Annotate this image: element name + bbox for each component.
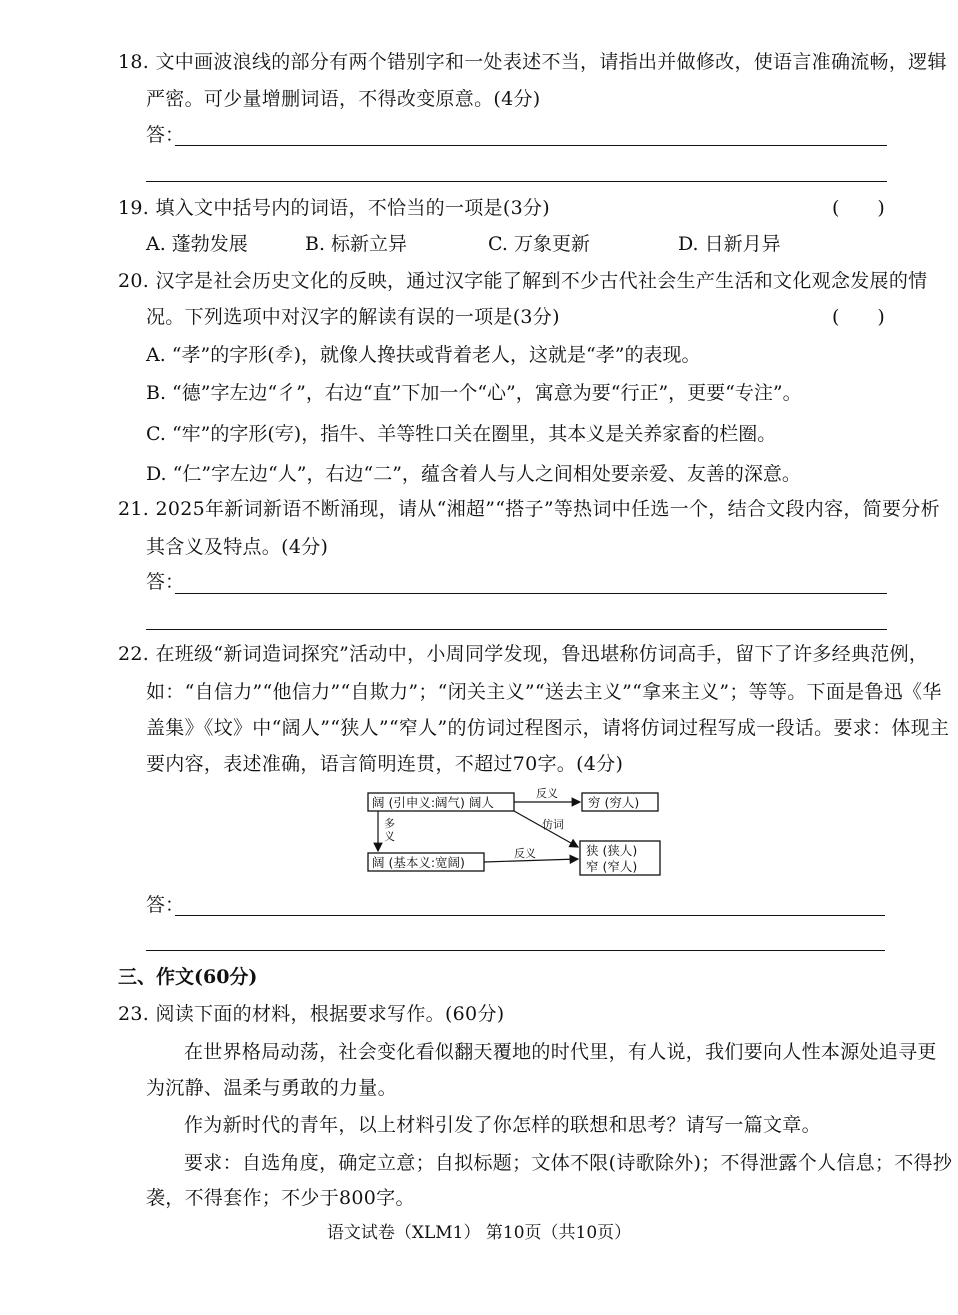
q18-line-2: 严密。可少量增删词语，不得改变原意。(4分) xyxy=(146,88,541,110)
q22-line-4: 要内容，表述准确，语言简明连贯，不超过70字。(4分) xyxy=(146,753,624,775)
diagram-text-bottom-right-2: 窄 (窄人) xyxy=(586,859,638,874)
q20-answer-bracket[interactable]: ( ) xyxy=(832,306,885,328)
q22-line-2: 如：“自信力”“他信力”“自欺力”；“闭关主义”“送去主义”“拿来主义”；等等。下面是鲁迅《华 xyxy=(146,681,942,703)
q19-option-a: A. 蓬勃发展 xyxy=(146,233,248,255)
q23-material-line-1: 在世界格局动荡，社会变化看似翻天覆地的时代里，有人说，我们要向人性本源处追寻更 xyxy=(184,1041,937,1063)
q18-line-1: 18. 文中画波浪线的部分有两个错别字和一处表述不当，请指出并做修改，使语言准确流畅，逻辑 xyxy=(118,51,947,73)
diagram-text-bottom-left: 阔 (基本义:宽阔) xyxy=(372,855,465,870)
q21-answer-label: 答： xyxy=(146,571,185,593)
diagram-label-antonym-bottom: 反义 xyxy=(514,847,536,860)
q19-option-c: C. 万象更新 xyxy=(488,233,590,255)
q23-requirements-line-1: 要求：自选角度，确定立意；自拟标题；文体不限(诗歌除外)；不得泄露个人信息；不得抄 xyxy=(184,1152,953,1174)
section-3-title: 三、作文(60分) xyxy=(118,966,258,988)
q18-answer-line-1[interactable] xyxy=(175,145,887,146)
q23-stem: 23. 阅读下面的材料，根据要求写作。(60分) xyxy=(118,1003,505,1025)
q19-answer-bracket[interactable]: ( ) xyxy=(832,197,885,219)
q19-option-d: D. 日新月异 xyxy=(678,233,781,255)
q20-line-2: 况。下列选项中对汉字的解读有误的一项是(3分) xyxy=(146,306,560,328)
q22-answer-label: 答： xyxy=(146,894,185,916)
q20-option-a: A. “孝”的字形(𡥉)，就像人搀扶或背着老人，这就是“孝”的表现。 xyxy=(146,344,701,366)
q22-answer-line-2[interactable] xyxy=(146,950,885,951)
q23-requirements-line-2: 袭，不得套作；不少于800字。 xyxy=(146,1187,415,1209)
diagram-text-top-left: 阔 (引申义:阔气) 阔人 xyxy=(372,795,494,810)
q23-prompt: 作为新时代的青年，以上材料引发了你怎样的联想和思考？请写一篇文章。 xyxy=(184,1114,821,1136)
diagram-label-poly-2: 义 xyxy=(384,830,395,843)
diagram-text-top-right: 穷 (穷人) xyxy=(588,795,640,810)
q20-line-1: 20. 汉字是社会历史文化的反映，通过汉字能了解到不少古代社会生产生活和文化观念发展的情 xyxy=(118,270,928,292)
q22-line-3: 盖集》《坟》中“阔人”“狭人”“窄人”的仿词过程图示，请将仿词过程写成一段话。要求：体现主 xyxy=(146,717,950,739)
q21-answer-line-2[interactable] xyxy=(146,629,887,630)
diagram-label-poly-1: 多 xyxy=(384,817,395,830)
q22-answer-line-1[interactable] xyxy=(175,915,885,916)
diagram-text-bottom-right-1: 狭 (狭人) xyxy=(586,843,638,858)
q20-option-b: B. “德”字左边“彳”，右边“直”下加一个“心”，寓意为要“行正”，更要“专注”。 xyxy=(146,382,802,404)
page-footer: 语文试卷（XLM1） 第10页（共10页） xyxy=(326,1223,632,1243)
q18-answer-line-2[interactable] xyxy=(146,181,887,182)
q18-answer-label: 答： xyxy=(146,124,185,146)
q20-option-d: D. “仁”字左边“人”，右边“二”，蕴含着人与人之间相处要亲爱、友善的深意。 xyxy=(146,463,801,485)
q23-material-line-2: 为沉静、温柔与勇敢的力量。 xyxy=(146,1077,397,1099)
q21-line-2: 其含义及特点。(4分) xyxy=(146,536,329,558)
q19-stem: 19. 填入文中括号内的词语，不恰当的一项是(3分) xyxy=(118,197,550,219)
q22-word-formation-diagram xyxy=(360,785,670,880)
q20-option-c: C. “牢”的字形(𡧈)，指牛、羊等牲口关在圈里，其本义是关养家畜的栏圈。 xyxy=(146,423,777,445)
diagram-label-imitation: 仿词 xyxy=(542,818,564,831)
q21-answer-line-1[interactable] xyxy=(175,593,887,594)
q19-option-b: B. 标新立异 xyxy=(305,233,408,255)
diagram-label-antonym-top: 反义 xyxy=(536,787,558,800)
q21-line-1: 21. 2025年新词新语不断涌现，请从“湘超”“搭子”等热词中任选一个，结合文段内容，简要分析 xyxy=(118,498,940,520)
q22-line-1: 22. 在班级“新词造词探究”活动中，小周同学发现，鲁迅堪称仿词高手，留下了许多经典范例， xyxy=(118,643,929,665)
